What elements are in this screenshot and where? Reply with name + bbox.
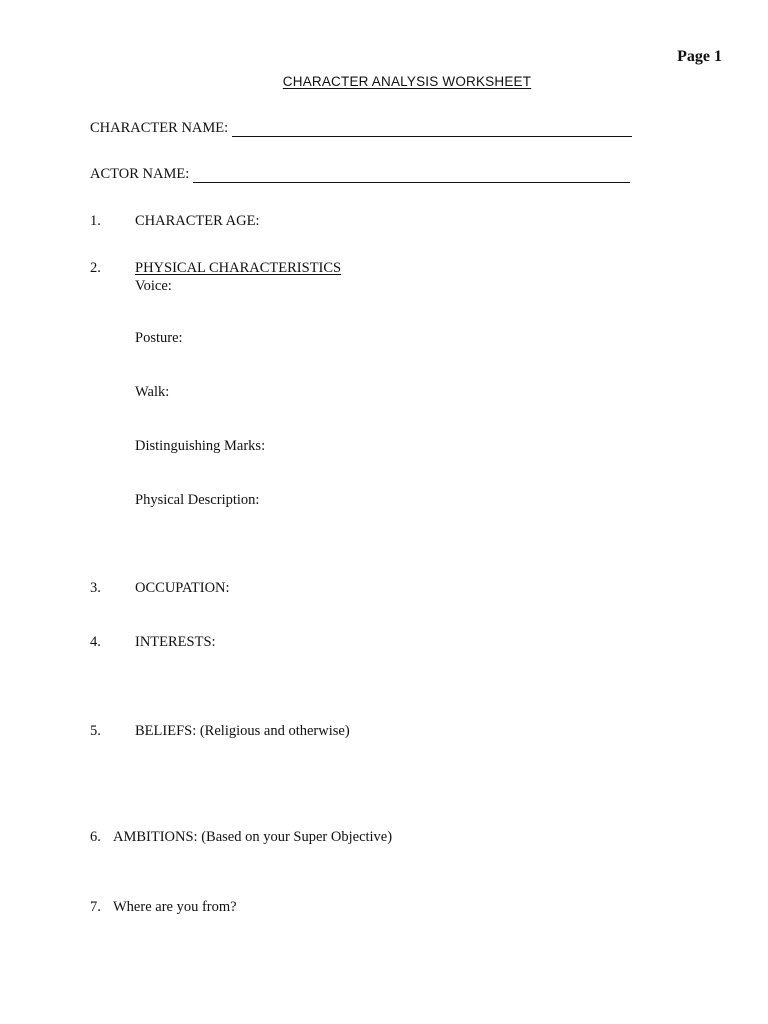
- page-number: Page 1: [677, 48, 722, 65]
- subitem-posture: Posture:: [135, 330, 183, 346]
- subitem-voice: Voice:: [135, 278, 172, 294]
- actor-name-field[interactable]: [90, 166, 630, 183]
- actor-name-label: ACTOR NAME:: [90, 166, 190, 182]
- item-label-where-from: Where are you from?: [113, 899, 237, 915]
- worksheet-title: [0, 74, 768, 89]
- subitem-walk: Walk:: [135, 384, 170, 400]
- character-name-line[interactable]: [232, 122, 632, 137]
- worksheet-title-text: CHARACTER ANALYSIS WORKSHEET: [282, 74, 532, 89]
- item-number-4: 4.: [90, 634, 101, 650]
- item-label-beliefs: BELIEFS: (Religious and otherwise): [135, 723, 350, 739]
- item-number-5: 5.: [90, 723, 101, 739]
- item-label-ambitions: AMBITIONS: (Based on your Super Objective): [113, 829, 393, 845]
- character-name-field[interactable]: [90, 120, 632, 137]
- item-number-1: 1.: [90, 213, 101, 229]
- item-label-interests: INTERESTS:: [135, 634, 216, 650]
- item-number-7: 7.: [90, 899, 101, 915]
- item-number-2: 2.: [90, 260, 101, 276]
- subitem-distinguishing-marks: Distinguishing Marks:: [135, 438, 266, 454]
- subitem-physical-description: Physical Description:: [135, 492, 260, 508]
- actor-name-line[interactable]: [193, 168, 630, 183]
- character-name-label: CHARACTER NAME:: [90, 120, 229, 136]
- item-number-6: 6.: [90, 829, 101, 845]
- item-label-occupation: OCCUPATION:: [135, 580, 230, 596]
- item-label-physical-characteristics: PHYSICAL CHARACTERISTICS: [135, 260, 342, 276]
- item-label-character-age: CHARACTER AGE:: [135, 213, 260, 229]
- item-number-3: 3.: [90, 580, 101, 596]
